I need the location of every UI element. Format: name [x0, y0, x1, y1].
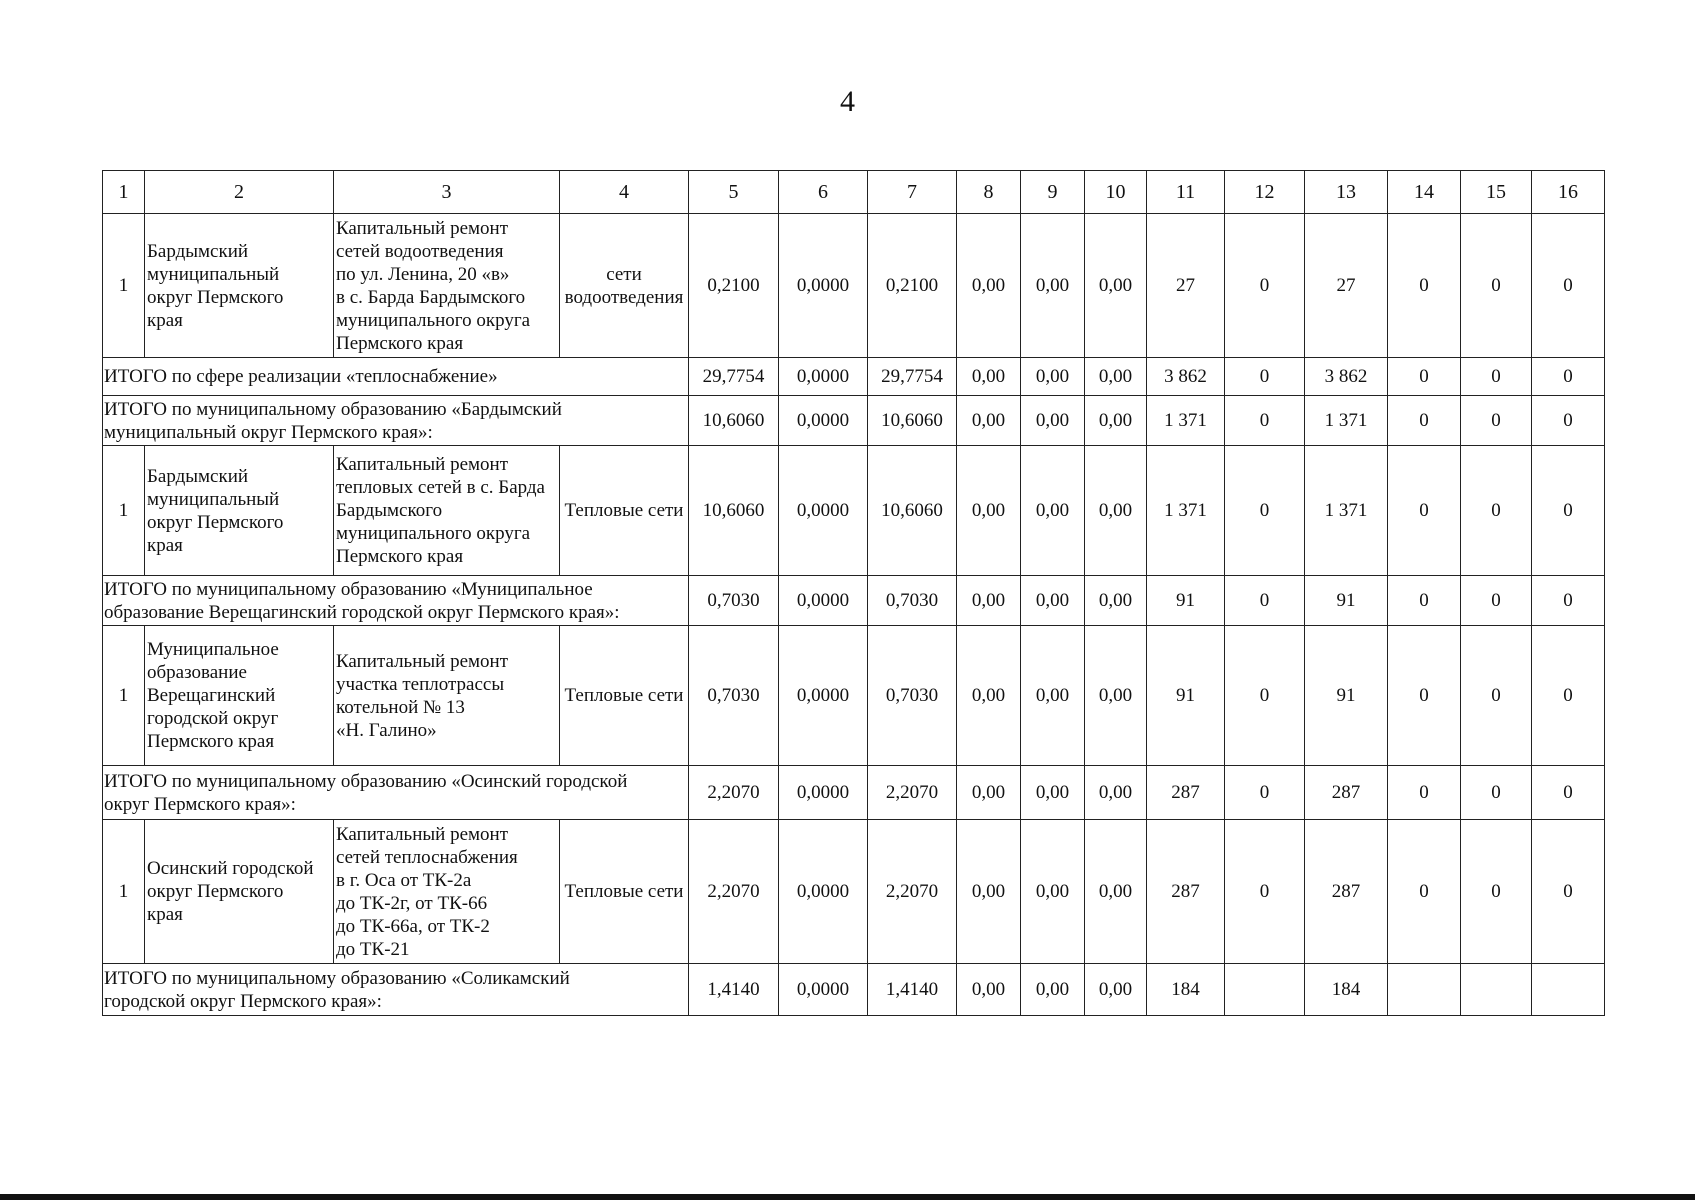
header-row	[103, 171, 1605, 214]
value-cell-col-14: 0	[1388, 214, 1461, 358]
text-line: образование	[147, 662, 247, 683]
text-line: края	[147, 904, 183, 925]
value-cell-col-5: 2,2070	[689, 820, 779, 964]
value-cell-col-5: 10,6060	[689, 446, 779, 576]
value-cell-col-8: 0,00	[957, 358, 1021, 396]
text-line: муниципальный округ Пермского края»:	[104, 421, 433, 443]
total-row	[103, 396, 1605, 446]
table-body	[103, 171, 1605, 1016]
value-cell-col-8: 0,00	[957, 626, 1021, 766]
value-cell-col-8: 0,00	[957, 576, 1021, 626]
text-line: края	[147, 534, 183, 556]
value-cell-col-9: 0,00	[1021, 214, 1085, 358]
text-line: округ Пермского	[147, 881, 284, 902]
text-line: ИТОГО по сфере реализации «теплоснабжение»	[104, 366, 498, 387]
text-line: округ Пермского	[147, 286, 284, 308]
text-line: Капитальный ремонт	[336, 650, 509, 672]
text-line: Бардымский	[147, 465, 249, 487]
item-row	[103, 626, 1605, 766]
value-cell-col-11: 287	[1147, 766, 1225, 820]
column-number-cell: 1	[103, 171, 145, 214]
category-cell	[560, 446, 689, 576]
value-cell-col-13: 1 371	[1305, 396, 1388, 446]
value-cell-col-6: 0,0000	[779, 576, 868, 626]
text-line: до ТК-21	[336, 938, 410, 960]
text-line: «Н. Галино»	[336, 719, 437, 741]
value-cell-col-14	[1388, 964, 1461, 1016]
value-cell-col-6: 0,0000	[779, 396, 868, 446]
text-line: до ТК-2г, от ТК-66	[336, 892, 488, 914]
text-line: муниципальный	[147, 488, 280, 510]
value-cell-col-14: 0	[1388, 820, 1461, 964]
value-cell-col-10: 0,00	[1085, 626, 1147, 766]
value-cell-col-14: 0	[1388, 446, 1461, 576]
text-line: в с. Барда Бардымского	[336, 286, 526, 308]
text-line: Верещагинский	[147, 685, 276, 706]
row-number-cell: 1	[103, 626, 145, 766]
text-line: сетей водоотведения	[336, 240, 504, 262]
value-cell-col-12: 0	[1225, 446, 1305, 576]
value-cell-col-7: 0,7030	[868, 576, 957, 626]
value-cell-col-10: 0,00	[1085, 214, 1147, 358]
value-cell-col-16: 0	[1532, 576, 1605, 626]
value-cell-col-11: 184	[1147, 964, 1225, 1016]
data-table	[102, 170, 1605, 1016]
value-cell-col-10: 0,00	[1085, 964, 1147, 1016]
value-cell-col-16: 0	[1532, 766, 1605, 820]
description-cell	[334, 820, 560, 964]
text-line: ИТОГО по муниципальному образованию «Осинский городской	[104, 770, 628, 792]
value-cell-col-6: 0,0000	[779, 820, 868, 964]
value-cell-col-12: 0	[1225, 820, 1305, 964]
column-number-cell: 14	[1388, 171, 1461, 214]
text-line: ИТОГО по муниципальному образованию «Муниципальное	[104, 578, 593, 600]
text-line: ИТОГО по муниципальному образованию «Бардымский	[104, 398, 562, 420]
column-number-cell: 5	[689, 171, 779, 214]
category-cell	[560, 820, 689, 964]
text-line: округ Пермского	[147, 511, 284, 533]
municipality-cell	[145, 214, 334, 358]
text-line: муниципального округа	[336, 523, 531, 544]
column-number-cell: 12	[1225, 171, 1305, 214]
value-cell-col-11: 1 371	[1147, 446, 1225, 576]
text-line: Пермского края	[336, 332, 464, 354]
value-cell-col-8: 0,00	[957, 446, 1021, 576]
text-line: Капитальный ремонт	[336, 823, 509, 845]
value-cell-col-16: 0	[1532, 626, 1605, 766]
text-line: Пермского края	[336, 546, 464, 567]
text-line: Тепловые сети	[564, 881, 684, 902]
column-number-cell: 13	[1305, 171, 1388, 214]
value-cell-col-9: 0,00	[1021, 358, 1085, 396]
row-number-cell: 1	[103, 446, 145, 576]
total-label-cell	[103, 396, 689, 446]
value-cell-col-14: 0	[1388, 576, 1461, 626]
text-line: участка теплотрассы	[336, 673, 505, 695]
value-cell-col-8: 0,00	[957, 820, 1021, 964]
value-cell-col-7: 2,2070	[868, 766, 957, 820]
total-row	[103, 766, 1605, 820]
column-number-cell: 3	[334, 171, 560, 214]
description-cell	[334, 214, 560, 358]
value-cell-col-14: 0	[1388, 626, 1461, 766]
value-cell-col-11: 27	[1147, 214, 1225, 358]
value-cell-col-10: 0,00	[1085, 766, 1147, 820]
text-line: образование Верещагинский городской округ Пермского края»:	[104, 601, 620, 623]
value-cell-col-11: 3 862	[1147, 358, 1225, 396]
value-cell-col-9: 0,00	[1021, 626, 1085, 766]
text-line: края	[147, 309, 183, 331]
value-cell-col-13: 184	[1305, 964, 1388, 1016]
text-line: Тепловые сети	[564, 685, 684, 706]
value-cell-col-7: 1,4140	[868, 964, 957, 1016]
text-line: по ул. Ленина, 20 «в»	[336, 263, 510, 285]
total-row	[103, 964, 1605, 1016]
value-cell-col-12	[1225, 964, 1305, 1016]
value-cell-col-9: 0,00	[1021, 766, 1085, 820]
text-line: муниципальный	[147, 263, 280, 285]
item-row	[103, 214, 1605, 358]
description-cell	[334, 446, 560, 576]
value-cell-col-9: 0,00	[1021, 964, 1085, 1016]
value-cell-col-7: 2,2070	[868, 820, 957, 964]
text-line: Бардымского	[336, 500, 443, 521]
value-cell-col-13: 287	[1305, 820, 1388, 964]
text-line: Капитальный ремонт	[336, 217, 509, 239]
value-cell-col-7: 10,6060	[868, 396, 957, 446]
value-cell-col-14: 0	[1388, 396, 1461, 446]
value-cell-col-13: 287	[1305, 766, 1388, 820]
item-row	[103, 820, 1605, 964]
value-cell-col-16: 0	[1532, 214, 1605, 358]
column-number-cell: 8	[957, 171, 1021, 214]
description-cell	[334, 626, 560, 766]
value-cell-col-15: 0	[1461, 396, 1532, 446]
value-cell-col-8: 0,00	[957, 766, 1021, 820]
total-row	[103, 576, 1605, 626]
text-line: городской округ	[147, 708, 279, 729]
text-line: городской округ Пермского края»:	[104, 990, 382, 1012]
value-cell-col-5: 10,6060	[689, 396, 779, 446]
item-row	[103, 446, 1605, 576]
value-cell-col-5: 0,7030	[689, 626, 779, 766]
value-cell-col-8: 0,00	[957, 964, 1021, 1016]
column-number-cell: 7	[868, 171, 957, 214]
text-line: водоотведения	[564, 286, 684, 308]
text-line: котельной № 13	[336, 696, 465, 718]
value-cell-col-5: 0,2100	[689, 214, 779, 358]
value-cell-col-16: 0	[1532, 820, 1605, 964]
value-cell-col-13: 91	[1305, 576, 1388, 626]
page-edge	[0, 1194, 1695, 1200]
municipality-cell	[145, 626, 334, 766]
value-cell-col-12: 0	[1225, 214, 1305, 358]
value-cell-col-7: 29,7754	[868, 358, 957, 396]
row-number-cell: 1	[103, 214, 145, 358]
row-number-cell: 1	[103, 820, 145, 964]
value-cell-col-6: 0,0000	[779, 626, 868, 766]
value-cell-col-7: 10,6060	[868, 446, 957, 576]
value-cell-col-16: 0	[1532, 358, 1605, 396]
column-number-cell: 10	[1085, 171, 1147, 214]
value-cell-col-6: 0,0000	[779, 766, 868, 820]
total-row	[103, 358, 1605, 396]
value-cell-col-7: 0,2100	[868, 214, 957, 358]
value-cell-col-9: 0,00	[1021, 576, 1085, 626]
value-cell-col-15: 0	[1461, 214, 1532, 358]
value-cell-col-5: 1,4140	[689, 964, 779, 1016]
value-cell-col-15: 0	[1461, 358, 1532, 396]
text-line: до ТК-66а, от ТК-2	[336, 915, 490, 937]
value-cell-col-15: 0	[1461, 766, 1532, 820]
value-cell-col-13: 27	[1305, 214, 1388, 358]
value-cell-col-13: 91	[1305, 626, 1388, 766]
value-cell-col-5: 29,7754	[689, 358, 779, 396]
value-cell-col-15: 0	[1461, 446, 1532, 576]
value-cell-col-13: 3 862	[1305, 358, 1388, 396]
text-line: округ Пермского края»:	[104, 793, 296, 815]
value-cell-col-9: 0,00	[1021, 396, 1085, 446]
value-cell-col-6: 0,0000	[779, 214, 868, 358]
value-cell-col-10: 0,00	[1085, 396, 1147, 446]
value-cell-col-16	[1532, 964, 1605, 1016]
total-label-cell	[103, 576, 689, 626]
total-label-cell	[103, 766, 689, 820]
value-cell-col-10: 0,00	[1085, 358, 1147, 396]
value-cell-col-14: 0	[1388, 358, 1461, 396]
value-cell-col-11: 91	[1147, 576, 1225, 626]
total-label-cell	[103, 358, 689, 396]
text-line: Муниципальное	[147, 639, 279, 660]
value-cell-col-11: 287	[1147, 820, 1225, 964]
value-cell-col-8: 0,00	[957, 214, 1021, 358]
text-line: муниципального округа	[336, 309, 531, 331]
value-cell-col-15: 0	[1461, 576, 1532, 626]
value-cell-col-5: 2,2070	[689, 766, 779, 820]
value-cell-col-8: 0,00	[957, 396, 1021, 446]
value-cell-col-7: 0,7030	[868, 626, 957, 766]
value-cell-col-6: 0,0000	[779, 358, 868, 396]
value-cell-col-14: 0	[1388, 766, 1461, 820]
value-cell-col-16: 0	[1532, 446, 1605, 576]
value-cell-col-12: 0	[1225, 626, 1305, 766]
value-cell-col-9: 0,00	[1021, 820, 1085, 964]
text-line: Осинский городской	[147, 858, 314, 879]
column-number-cell: 16	[1532, 171, 1605, 214]
total-label-cell	[103, 964, 689, 1016]
value-cell-col-12: 0	[1225, 396, 1305, 446]
municipality-cell	[145, 820, 334, 964]
text-line: сетей теплоснабжения	[336, 846, 518, 868]
value-cell-col-12: 0	[1225, 358, 1305, 396]
column-number-cell: 9	[1021, 171, 1085, 214]
text-line: Пермского края	[147, 731, 275, 752]
value-cell-col-13: 1 371	[1305, 446, 1388, 576]
value-cell-col-15: 0	[1461, 626, 1532, 766]
text-line: в г. Оса от ТК-2а	[336, 869, 472, 891]
value-cell-col-10: 0,00	[1085, 820, 1147, 964]
value-cell-col-16: 0	[1532, 396, 1605, 446]
column-number-cell: 11	[1147, 171, 1225, 214]
column-number-cell: 2	[145, 171, 334, 214]
value-cell-col-15	[1461, 964, 1532, 1016]
text-line: Тепловые сети	[564, 500, 684, 521]
value-cell-col-9: 0,00	[1021, 446, 1085, 576]
text-line: тепловых сетей в с. Барда	[336, 477, 545, 498]
column-number-cell: 6	[779, 171, 868, 214]
value-cell-col-10: 0,00	[1085, 576, 1147, 626]
value-cell-col-10: 0,00	[1085, 446, 1147, 576]
municipality-cell	[145, 446, 334, 576]
text-line: Капитальный ремонт	[336, 454, 509, 475]
text-line: сети	[606, 263, 642, 285]
column-number-cell: 15	[1461, 171, 1532, 214]
value-cell-col-12: 0	[1225, 766, 1305, 820]
category-cell	[560, 626, 689, 766]
column-number-cell: 4	[560, 171, 689, 214]
text-line: ИТОГО по муниципальному образованию «Соликамский	[104, 967, 570, 989]
value-cell-col-12: 0	[1225, 576, 1305, 626]
category-cell	[560, 214, 689, 358]
value-cell-col-11: 91	[1147, 626, 1225, 766]
value-cell-col-6: 0,0000	[779, 964, 868, 1016]
value-cell-col-5: 0,7030	[689, 576, 779, 626]
value-cell-col-15: 0	[1461, 820, 1532, 964]
page-number: 4	[840, 85, 855, 118]
value-cell-col-11: 1 371	[1147, 396, 1225, 446]
value-cell-col-6: 0,0000	[779, 446, 868, 576]
text-line: Бардымский	[147, 240, 249, 262]
